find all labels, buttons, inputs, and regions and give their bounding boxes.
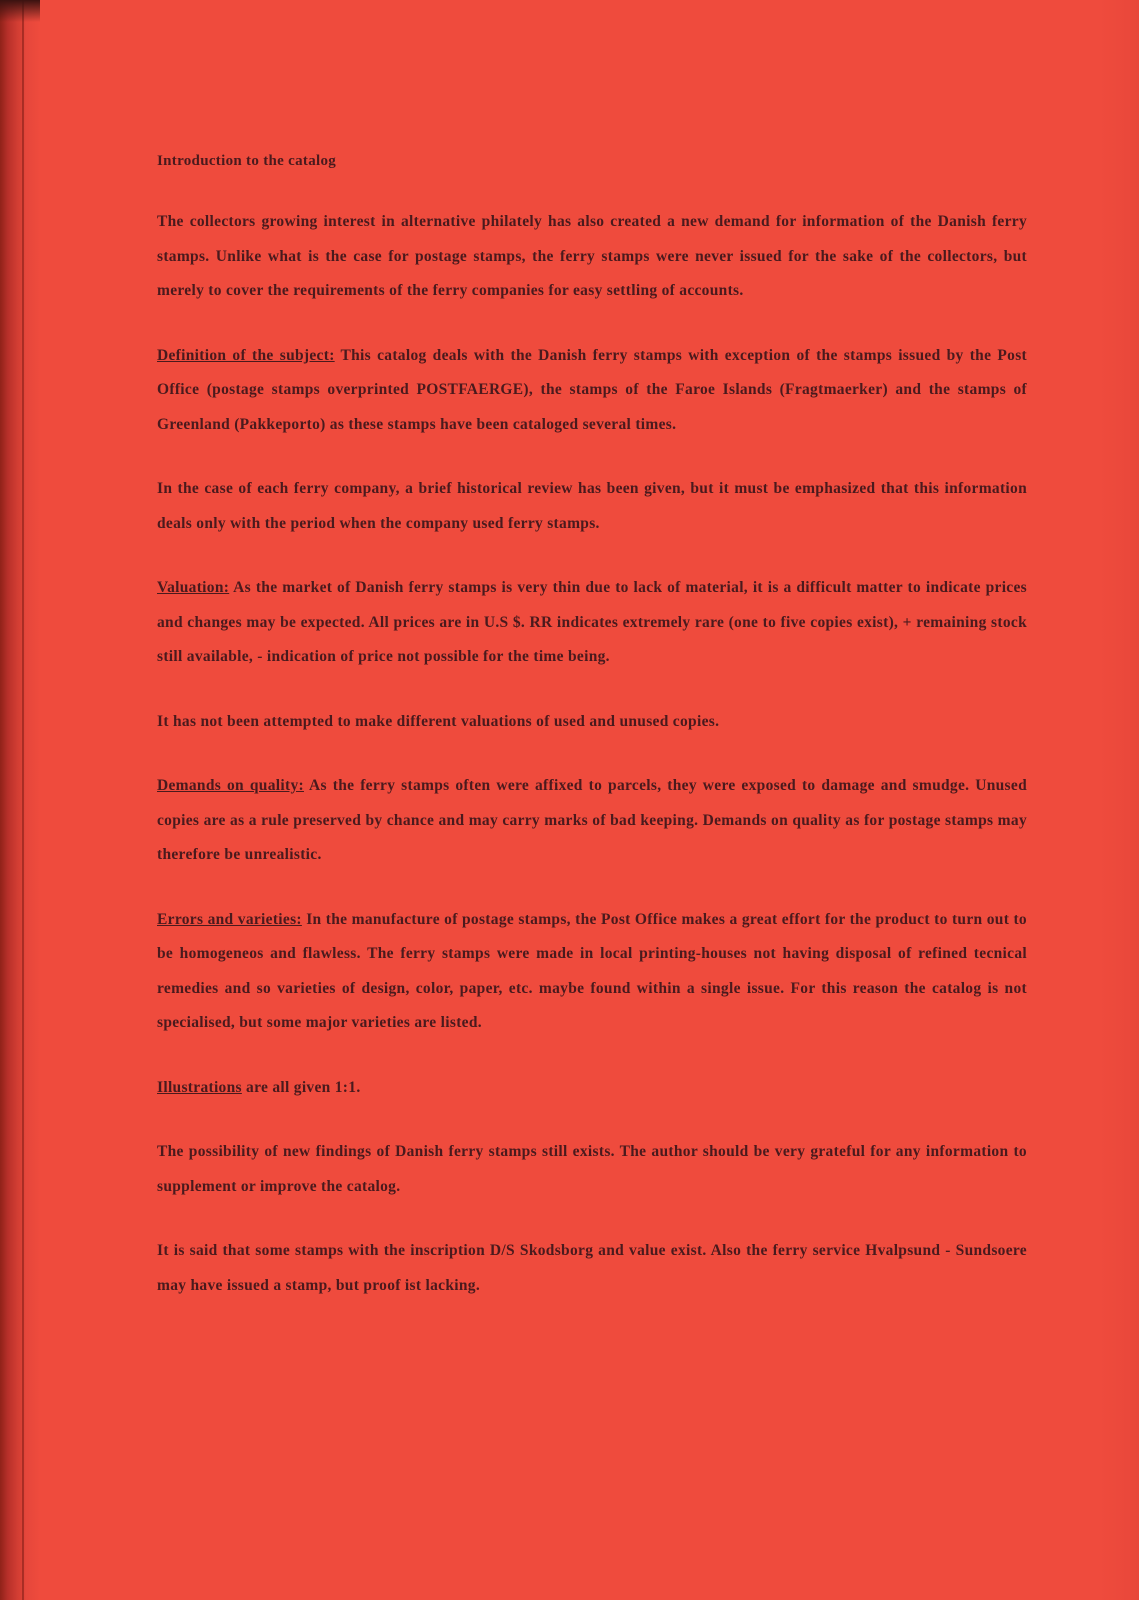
paragraph-errors [157, 903, 1027, 1041]
paragraph-new-findings [157, 1135, 1027, 1204]
paragraph-valuation [157, 571, 1027, 675]
paragraph-text: This catalog deals with the Danish ferry stamps with exception of the stamps issued by the Post Office (postage stamps overprinted POSTFAERGE), the stamps of the Faroe Islands (Fragtmaerker) and the stamps of Greenland (Pakkeporto) as these stamps have been cataloged several times. [157, 346, 1027, 433]
paragraph-text: As the market of Danish ferry stamps is very thin due to lack of material, it is a difficult matter to indicate prices and changes may be expected. All prices are in U.S $. RR indicates extremely rare (one to five copies exist), + remaining stock still available, - indication of price not possible for the time being. [157, 579, 1027, 665]
paragraph-text: The possibility of new findings of Danish ferry stamps still exists. The author should be very grateful for any information to supplement or improve the catalog. [157, 1143, 1027, 1195]
paragraph-definition [157, 339, 1027, 443]
page-title: Introduction to the catalog [157, 153, 337, 169]
paragraph-skodsborg [157, 1234, 1027, 1303]
section-term: Illustrations [157, 1078, 242, 1096]
paragraph-quality [157, 769, 1027, 873]
section-term: Demands on quality: [157, 777, 304, 794]
paragraph-text: It is said that some stamps with the inscription D/S Skodsborg and value exist. Also the ferry service Hvalpsund - Sundsoere may have issued a stamp, but proof ist lacking. [157, 1242, 1027, 1294]
section-term: Errors and varieties: [157, 910, 302, 928]
paragraph-text: are all given 1:1. [241, 1078, 361, 1096]
section-term: Valuation: [157, 579, 230, 596]
paragraph-text: In the case of each ferry company, a brief historical review has been given, but it must be emphasized that this information deals only with the period when the company used ferry stamps. [157, 480, 1027, 532]
binding-edge [22, 0, 24, 1600]
paragraph-history [157, 472, 1027, 541]
document-body [157, 148, 1027, 1333]
paragraph-intro [157, 205, 1027, 309]
paragraph-text: It has not been attempted to make different valuations of used and unused copies. [157, 712, 720, 730]
paragraph-used-unused [157, 705, 1027, 740]
paragraph-text: The collectors growing interest in alternative philately has also created a new demand for information of the Danish ferry stamps. Unlike what is the case for postage stamps, the ferry stamps were never issued for the sake of the collectors, but merely to cover the requirements of the ferry companies for easy settling of accounts. [157, 213, 1027, 299]
paragraph-text: As the ferry stamps often were affixed to parcels, they were exposed to damage and smudge. Unused copies are as a rule preserved by chance and may carry marks of bad keeping. Demands on quality as for postage stamps may therefore be unrealistic. [157, 777, 1027, 863]
paragraph-text: In the manufacture of postage stamps, the Post Office makes a great effort for the product to turn out to be homogeneos and flawless. The ferry stamps were made in local printing-houses not having disposal of refined tecnical remedies and so varieties of design, color, paper, etc. maybe found within a single issue. For this reason the catalog is not specialised, but some major varieties are listed. [157, 910, 1027, 1031]
section-term: Definition of the subject: [157, 346, 335, 364]
page-corner [0, 0, 40, 22]
paragraph-illustrations [157, 1071, 1027, 1106]
